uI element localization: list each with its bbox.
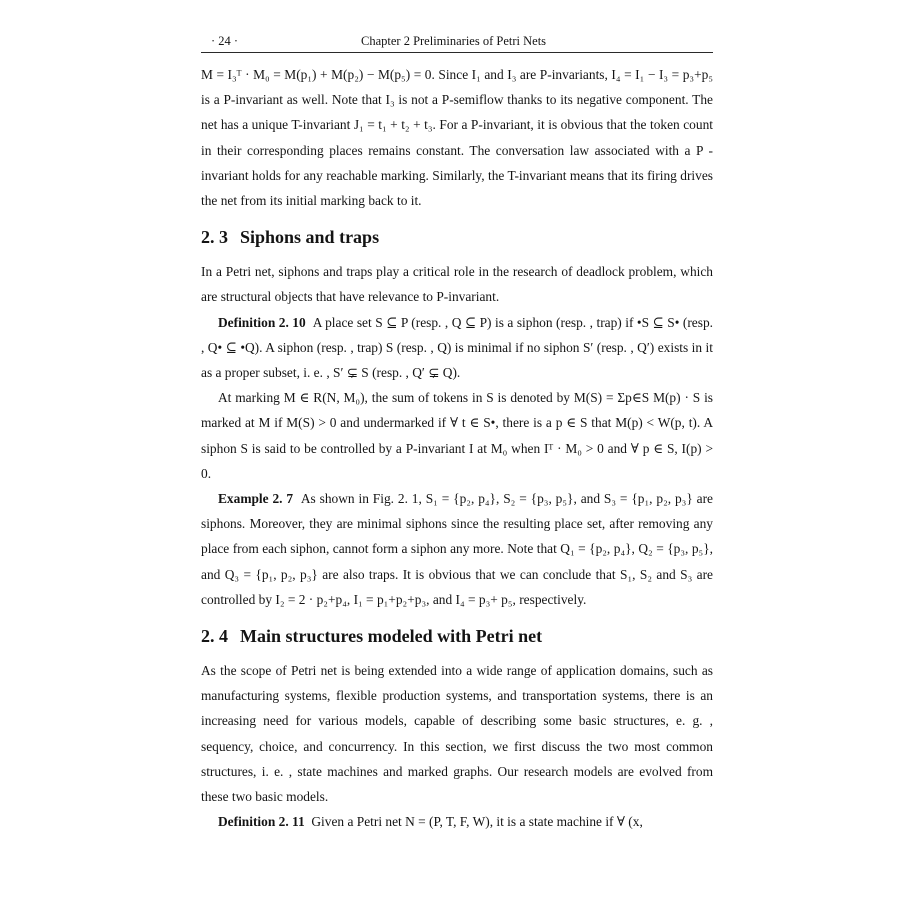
book-page <box>201 30 713 834</box>
section-title: Main structures modeled with Petri net <box>240 626 543 647</box>
paragraph-structures-intro: As the scope of Petri net is being extended into a wide range of application domains, such as manufacturing systems, flexible production systems, and transportation systems, there is an increasing need for various models, capable of describing some basic structures, e. g. , sequency, choice, and concurrency. In this section, we first discuss the two most common structures, i. e. , state machines and marked graphs. Our research models are evolved from these two basic models. <box>201 663 713 805</box>
definition-2-10 <box>201 310 713 386</box>
definition-text: Given a Petri net N = (P, T, F, W), it is a state machine if ∀ (x, <box>311 814 643 830</box>
example-text: As shown in Fig. 2. 1, S₁ = {p₂, p₄}, S₂ = {p₃, p₅}, and S₃ = {p₁, p₂, p₃} are siphons. Moreover, they are minimal siphons since the resulting place set, after removing any place from each siphon, cannot form a siphon any more. Note that Q₁ = {p₂, p₄}, Q₂ = {p₃, p₅}, and Q₃ = {p₁, p₂, p₃} are also traps. It is obvious that we can conclude that S₁, S₂ and S₃ are controlled by I₂ = 2 · p₂+p₄, I₁ = p₁+p₂+p₃, and I₄ = p₃+ p₅, respectively. <box>201 491 713 607</box>
section-number: 2. 3 <box>201 227 228 248</box>
chapter-title: Chapter 2 Preliminaries of Petri Nets <box>361 34 547 48</box>
section-heading-2-4 <box>201 623 713 649</box>
paragraph-invariants: M = I₃ᵀ · M₀ = M(p₁) + M(p₂) − M(p₅) = 0. Since I₁ and I₃ are P-invariants, I₄ = I₁ − I₃ = p₃+p₅ is a P-invariant as well. Note that I₃ is not a P-semiflow thanks to its negative component. The net has a unique T-invariant J₁ = t₁ + t₂ + t₃. For a P-invariant, it is obvious that the token count in their corresponding places remains constant. The conversation law associated with a P -invariant holds for any reachable marking. Similarly, the T-invariant means that its firing drives the net from its initial marking back to it. <box>201 67 713 209</box>
example-2-7 <box>201 486 713 612</box>
definition-2-11 <box>201 809 713 834</box>
example-label: Example 2. 7 <box>218 491 294 507</box>
definition-text: A place set S ⊆ P (resp. , Q ⊆ P) is a siphon (resp. , trap) if •S ⊆ S• (resp. , Q• ⊆ •Q). A siphon (resp. , trap) S (resp. , Q) is minimal if no siphon S′ (resp. , Q′) exists in it as a proper subset, i. e. , S′ ⊊ S (resp. , Q′ ⊊ Q). <box>201 314 713 381</box>
paragraph-marking-sum: At marking M ∈ R(N, M₀), the sum of tokens in S is denoted by M(S) = Σp∈S M(p) · S is marked at M if M(S) > 0 and undermarked if ∀ t ∈ S•, there is a p ∈ S that M(p) < W(p, t). A siphon S is said to be controlled by a P-invariant I at M₀ when Iᵀ · M₀ > 0 and ∀ p ∈ S, I(p) > 0. <box>201 390 713 481</box>
page-number: · 24 · <box>211 34 239 48</box>
section-heading-2-3 <box>201 224 713 250</box>
running-header <box>201 30 713 53</box>
section-number: 2. 4 <box>201 626 228 647</box>
section-title: Siphons and traps <box>240 227 380 248</box>
paragraph-siphons-intro: In a Petri net, siphons and traps play a critical role in the research of deadlock problem, which are structural objects that have relevance to P-invariant. <box>201 264 713 305</box>
definition-label: Definition 2. 10 <box>218 314 306 330</box>
definition-label: Definition 2. 11 <box>218 814 305 830</box>
